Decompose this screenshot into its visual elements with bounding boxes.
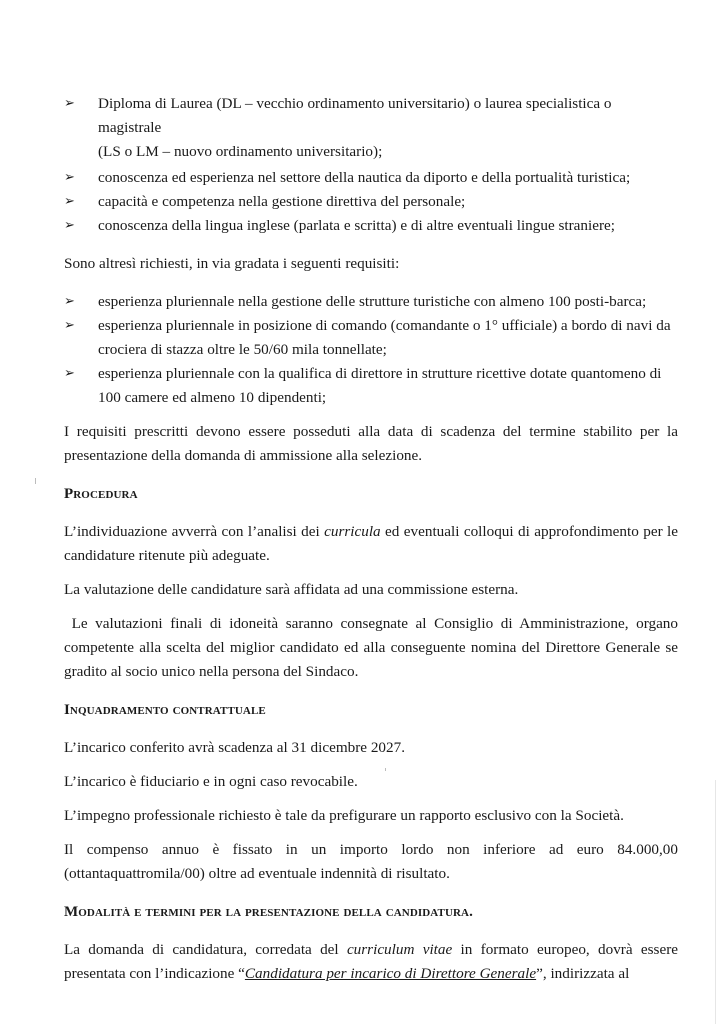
arrow-bullet-icon: ➢ [64, 170, 75, 185]
list-item [64, 92, 678, 164]
list-item-text: capacità e competenza nella gestione direttiva del personale; [98, 193, 466, 210]
inquadramento-paragraph-2: L’incarico è fiduciario e in ogni caso revocabile. [64, 773, 358, 790]
arrow-bullet-icon: ➢ [64, 366, 75, 381]
list-item [64, 290, 678, 314]
arrow-bullet-icon: ➢ [64, 194, 75, 209]
section-heading-procedura: Procedura [64, 486, 138, 502]
scan-edge-artifact [715, 780, 716, 1024]
arrow-bullet-icon: ➢ [64, 96, 75, 111]
procedura-paragraph-2: La valutazione delle candidature sarà affidata ad una commissione esterna. [64, 581, 519, 598]
arrow-bullet-icon: ➢ [64, 318, 75, 333]
list-item [64, 214, 678, 238]
list-item-text: esperienza pluriennale nella gestione delle strutture turistiche con almeno 100 posti-barca; [98, 293, 647, 310]
list-item-text: 100 camere ed almeno 10 dipendenti; [98, 389, 327, 406]
list-item [64, 362, 678, 410]
procedura-paragraph-1 [64, 520, 678, 568]
list-item [64, 190, 678, 214]
scan-speck [35, 478, 36, 484]
inquadramento-paragraph-3: L’impegno professionale richiesto è tale da prefigurare un rapporto esclusivo con la Società. [64, 807, 624, 824]
italic-term: curriculum vitae [346, 941, 453, 958]
inquadramento-paragraph-4: Il compenso annuo è fissato in un importo lordo non inferiore ad euro 84.000,00 (ottantaquattromila/00) oltre ad eventuale indennità di risultato. [64, 841, 678, 882]
text-run: La domanda di candidatura, corredata del [64, 941, 347, 958]
list-item-text: conoscenza della lingua inglese (parlata e scritta) e di altre eventuali lingue straniere; [98, 217, 615, 234]
list-item [64, 314, 678, 362]
list-item-text: conoscenza ed esperienza nel settore della nautica da diporto e della portualità turistica; [98, 169, 631, 186]
italic-term: curricula [324, 523, 381, 540]
section-heading-modalita: Modalità e termini per la presentazione della candidatura. [64, 904, 473, 920]
requirements-list [64, 92, 678, 238]
list-item-text: Diploma di Laurea (DL – vecchio ordinamento universitario) o laurea specialistica o magistrale [98, 95, 612, 136]
inquadramento-paragraph-1: L’incarico conferito avrà scadenza al 31 dicembre 2027. [64, 739, 405, 756]
document-body [64, 92, 682, 986]
text-run: ”, indirizzata al [536, 965, 630, 982]
additional-requirements-list [64, 290, 678, 410]
list-item-text: esperienza pluriennale con la qualifica di direttore in strutture ricettive dotate quantomeno di [98, 365, 662, 382]
text-run: in formato europeo, dovrà essere presentata con l’indicazione “ [64, 941, 678, 982]
arrow-bullet-icon: ➢ [64, 294, 75, 309]
arrow-bullet-icon: ➢ [64, 218, 75, 233]
additional-requirements-intro: Sono altresì richiesti, in via gradata i seguenti requisiti: [64, 255, 400, 272]
application-subject-line: Candidatura per incarico di Direttore Generale [244, 965, 537, 982]
list-item-text: crociera di stazza oltre le 50/60 mila tonnellate; [98, 341, 387, 358]
text-run: ed eventuali colloqui di approfondimento per le candidature ritenute più adeguate. [64, 523, 678, 564]
list-item-text: (LS o LM – nuovo ordinamento universitario); [98, 143, 383, 160]
procedura-paragraph-3: Le valutazioni finali di idoneità saranno consegnate al Consiglio di Amministrazione, organo competente alla scelta del miglior candidato ed alla conseguente nomina del Direttore Generale se gradito al socio unico nella persona del Sindaco. [64, 615, 682, 680]
section-heading-inquadramento: Inquadramento contrattuale [64, 702, 266, 718]
requirements-note: I requisiti prescritti devono essere posseduti alla data di scadenza del termine stabilito per la presentazione della domanda di ammissione alla selezione. [64, 423, 678, 464]
modalita-paragraph-1 [64, 938, 678, 986]
list-item [64, 166, 678, 190]
list-item-text: esperienza pluriennale in posizione di comando (comandante o 1° ufficiale) a bordo di navi da [98, 317, 671, 334]
text-run: L’individuazione avverrà con l’analisi dei [64, 523, 325, 540]
